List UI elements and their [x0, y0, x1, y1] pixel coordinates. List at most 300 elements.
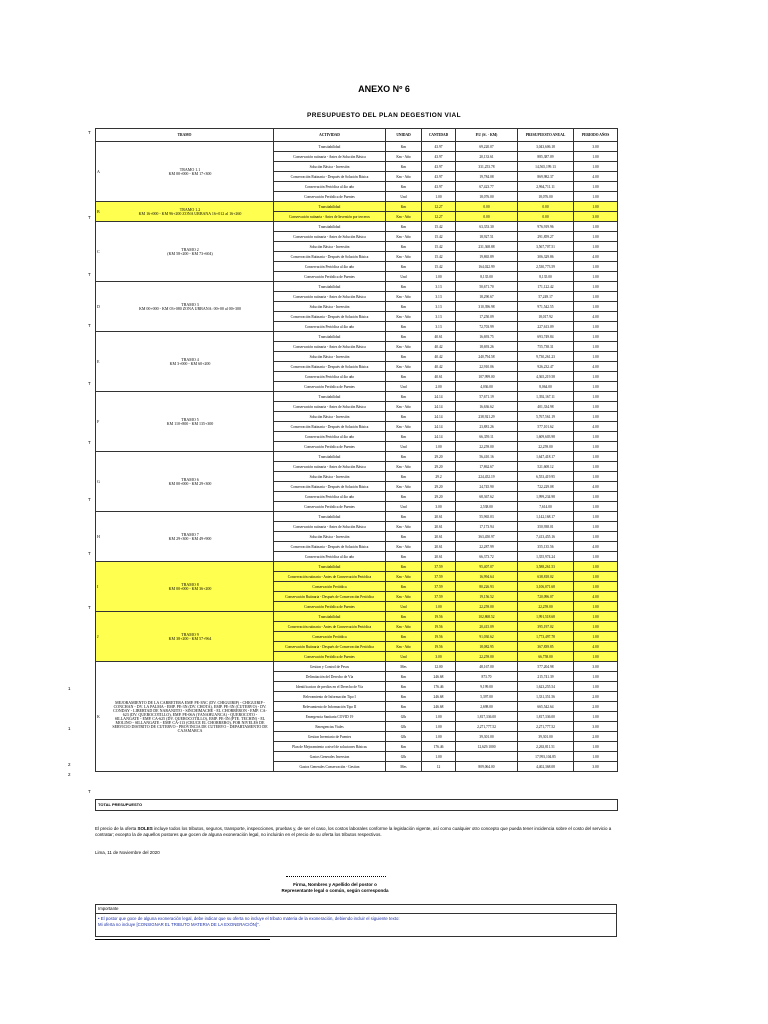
tramo-label: TRAMO 7 KM 29+300 - KM 49+900 — [168, 531, 212, 541]
period-cell: 1.00 — [574, 502, 618, 512]
activity-cell: Conservación Periódica al 4to año — [274, 492, 386, 502]
activity-cell: Delimitación del Derecho de Vía — [274, 672, 386, 682]
period-cell: 1.00 — [574, 552, 618, 562]
tramo-cell — [96, 662, 274, 772]
annual-budget-cell: 5,767,561.19 — [518, 412, 574, 422]
period-cell: 1.00 — [574, 202, 618, 212]
unit-cell: Km — [386, 352, 422, 362]
group-letter: A — [97, 168, 100, 174]
activity-cell: Emergencias Viales — [274, 722, 386, 732]
unit-cell: Km — [386, 412, 422, 422]
annual-budget-cell: 1,773,497.78 — [518, 632, 574, 642]
quantity-cell: 1.00 — [422, 712, 456, 722]
activity-cell: Conservación Rutinaria - Después de Solución Básica — [274, 482, 386, 492]
quantity-cell: 24.14 — [422, 412, 456, 422]
header-unidad: UNIDAD — [386, 129, 422, 142]
activity-cell: Conservación rutinaria - Antes de Inversión por terceros — [274, 212, 386, 222]
unit-price-cell: 19,865.89 — [456, 252, 518, 262]
activity-cell: Conservación Periódica de Puentes — [274, 272, 386, 282]
unit-cell: Km — [386, 432, 422, 442]
quantity-cell: 29.20 — [422, 462, 456, 472]
quantity-cell: 3.13 — [422, 322, 456, 332]
annual-budget-cell: 755,738.31 — [518, 342, 574, 352]
quantity-cell: 24.14 — [422, 422, 456, 432]
unit-cell: Km - Año — [386, 462, 422, 472]
period-cell: 4.00 — [574, 422, 618, 432]
unit-cell: Km — [386, 552, 422, 562]
quantity-cell: 15.42 — [422, 242, 456, 252]
annual-budget-cell: 66,758.00 — [518, 652, 574, 662]
activity-cell: Conservación Rutinaria - Después de Solución Básica — [274, 362, 386, 372]
annual-budget-cell: 926,232.47 — [518, 362, 574, 372]
unit-cell: Km — [386, 222, 422, 232]
quantity-cell: 1.00 — [422, 732, 456, 742]
annual-budget-cell: 885,387.09 — [518, 152, 574, 162]
total-row — [95, 799, 618, 811]
row-marker: T — [88, 323, 91, 328]
activity-cell: Conservación rutinaria - Antes de Solución Básica — [274, 232, 386, 242]
budget-table-body — [96, 142, 618, 772]
quantity-cell: 3.13 — [422, 302, 456, 312]
period-cell: 1.00 — [574, 442, 618, 452]
annual-budget-cell: 1,331,351.56 — [518, 692, 574, 702]
period-cell: 4.00 — [574, 592, 618, 602]
activity-cell: Conservación Periódica al 4to año — [274, 182, 386, 192]
unit-cell: Km — [386, 532, 422, 542]
unit-price-cell: 50,671.70 — [456, 282, 518, 292]
tramo-label: TRAMO 4 KM 3+000 - KM 60+200 — [169, 356, 211, 366]
unit-cell: Glb — [386, 732, 422, 742]
table-row — [96, 512, 618, 522]
quantity-cell: 20.61 — [422, 552, 456, 562]
header-cantidad: CANTIDAD — [422, 129, 456, 142]
unit-cell: Km - Año — [386, 172, 422, 182]
annual-budget-cell: 971,542.55 — [518, 302, 574, 312]
annual-budget-cell: 2,263,811.51 — [518, 742, 574, 752]
annual-budget-cell: 577,204.98 — [518, 662, 574, 672]
unit-cell: Km — [386, 202, 422, 212]
quantity-cell: 29.20 — [422, 492, 456, 502]
annual-budget-cell: 6,553,419.95 — [518, 472, 574, 482]
unit-price-cell: 18,927.51 — [456, 232, 518, 242]
table-header-row — [96, 129, 618, 142]
unit-price-cell: 231,368.88 — [456, 242, 518, 252]
unit-cell: Und — [386, 502, 422, 512]
unit-cell: Km - Año — [386, 212, 422, 222]
unit-cell: Km - Año — [386, 542, 422, 552]
period-cell: 1.00 — [574, 152, 618, 162]
activity-cell: Conservación Periódica de Puentes — [274, 192, 386, 202]
signature-line-1: Firma, Nombres y Apellido del postor o — [293, 882, 377, 887]
quantity-cell: 29.2 — [422, 472, 456, 482]
header-presupuesto: PRESUPUESTO ANUAL — [518, 129, 574, 142]
group-letter: J — [97, 633, 99, 639]
unit-price-cell: 18,076.00 — [456, 192, 518, 202]
table-row — [96, 142, 618, 152]
unit-cell: Km - Año — [386, 572, 422, 582]
quantity-cell: 246.68 — [422, 672, 456, 682]
annual-budget-cell: 521,608.12 — [518, 462, 574, 472]
unit-price-cell: 55,965.03 — [456, 512, 518, 522]
row-marker: 2 — [68, 772, 71, 777]
quantity-cell: 19.56 — [422, 632, 456, 642]
activity-cell: Conservación Rutinaria - Después de Solución Básica — [274, 172, 386, 182]
quantity-cell: 43.97 — [422, 172, 456, 182]
activity-cell: Gestion Inventario de Puentes — [274, 732, 386, 742]
unit-price-cell: 363,450.97 — [456, 532, 518, 542]
unit-price-cell: 2,698.00 — [456, 702, 518, 712]
unit-price-cell: 48,167.00 — [456, 662, 518, 672]
unit-price-cell: 91,030.62 — [456, 632, 518, 642]
tramo-label: TRAMO 9 KM 38+200 - KM 57+964 — [168, 631, 212, 641]
period-cell: 1.00 — [574, 512, 618, 522]
annual-budget-cell: 171,122.42 — [518, 282, 574, 292]
activity-cell: Transitabilidad — [274, 222, 386, 232]
document-date: Lima, 11 de Noviembre del 2020 — [95, 850, 160, 855]
unit-price-cell: 18,693.26 — [456, 342, 518, 352]
annual-budget-cell: 0.00 — [518, 202, 574, 212]
tramo-cell — [96, 562, 274, 612]
period-cell: 4.00 — [574, 362, 618, 372]
activity-cell: Gestion y Control de Pesos — [274, 662, 386, 672]
annual-budget-cell: 577,101.62 — [518, 422, 574, 432]
period-cell: 1.00 — [574, 492, 618, 502]
period-cell: 4.00 — [574, 642, 618, 652]
signature-block — [270, 882, 400, 894]
row-marker: T — [88, 215, 91, 220]
period-cell: 1.00 — [574, 162, 618, 172]
unit-cell: Glb — [386, 712, 422, 722]
quantity-cell: 246.68 — [422, 702, 456, 712]
activity-cell: Conservación rutinaria - Antes de Conservación Periódica — [274, 622, 386, 632]
unit-cell: Km — [386, 182, 422, 192]
activity-cell: Solución Básica - Inversión — [274, 162, 386, 172]
row-marker: T — [88, 789, 91, 794]
quantity-cell: 43.97 — [422, 142, 456, 152]
period-cell: 1.00 — [574, 192, 618, 202]
unit-cell: Km - Año — [386, 402, 422, 412]
annual-budget-cell: 1,999,234.98 — [518, 492, 574, 502]
unit-price-cell: 69,220.07 — [456, 142, 518, 152]
quantity-cell: 3.13 — [422, 282, 456, 292]
quantity-cell: 246.68 — [422, 692, 456, 702]
activity-cell: Transitabilidad — [274, 282, 386, 292]
annual-budget-cell: 1,355,974.24 — [518, 552, 574, 562]
unit-price-cell: 0.00 — [456, 212, 518, 222]
unit-price-cell: 17,250.09 — [456, 312, 518, 322]
activity-cell: Conservación Periódica — [274, 582, 386, 592]
unit-cell: Und — [386, 272, 422, 282]
signature-line-2: Representante legal o común, según corresponda — [281, 888, 389, 893]
annual-budget-cell: 7,614.00 — [518, 502, 574, 512]
quantity-cell: 19.56 — [422, 612, 456, 622]
activity-cell: Conservación rutinaria - Antes de Solución Básica — [274, 522, 386, 532]
unit-cell: Km - Año — [386, 342, 422, 352]
period-cell: 1.00 — [574, 342, 618, 352]
quantity-cell: 40.61 — [422, 372, 456, 382]
quantity-cell: 12 — [422, 762, 456, 772]
row-marker: T — [88, 497, 91, 502]
period-cell: 1.00 — [574, 372, 618, 382]
activity-cell: Conservación Rutinaria - Después de Solución Básica — [274, 252, 386, 262]
unit-cell: Km - Año — [386, 622, 422, 632]
period-cell: 3.00 — [574, 662, 618, 672]
table-row — [96, 662, 618, 672]
quantity-cell: 12.27 — [422, 212, 456, 222]
unit-price-cell: 20,133.61 — [456, 152, 518, 162]
table-row — [96, 612, 618, 622]
tramo-cell — [96, 202, 274, 222]
activity-cell: Conservación Rutinaria - Después de Conservación Periódica — [274, 642, 386, 652]
quantity-cell: 1.00 — [422, 752, 456, 762]
activity-cell: Plan de Mejoramiento a nivel de soluciones Básicas — [274, 742, 386, 752]
group-letter: E — [97, 358, 100, 364]
tramo-label: MEJORAMIENTO DE LA CARRETERA EMP. PE-3NC (DV. CHIGUIRIP) - CHIGUIRIP - CONCHAN - DV. LA PALMA - EMP. PE-3N (DV. CHOTA), EMP. PE-3N (CUTERVO) - DV. CONDAY - LIBERTAD DE NARANJITO - SINCHIMACHE - EL CHORRERON - EMP. CA-623 (DV. QUEROCOTILLO), EMP. PE-06A (YANAHUANCA) - QUEROCOTO - SILLANGATE - EMP. CA-625 (DV. QUEROCOTILLO), EMP. PE-3N (PTE. TECHIN) - EL MOLINO - SILLANGATE - EMP. CA-113 (CRUCE EL CHORRERO), POR NIVELES DE SERVICIO DISTRITO DE CUTERVO - PROVINCIA DE CUTERVO - DEPARTAMENTO DE CAJAMARCA — [112, 699, 268, 733]
activity-cell: Conservación Periódica — [274, 632, 386, 642]
table-row — [96, 202, 618, 212]
unit-cell: Km - Año — [386, 482, 422, 492]
table-row — [96, 222, 618, 232]
annual-budget-cell: 1,623,255.54 — [518, 682, 574, 692]
quantity-cell: 19.56 — [422, 642, 456, 652]
unit-price-cell: 16,636.62 — [456, 402, 518, 412]
important-body — [95, 914, 617, 937]
unit-price-cell: 310,396.98 — [456, 302, 518, 312]
activity-cell: Relevamiento de Información Tipo I — [274, 692, 386, 702]
unit-price-cell: 8,135.00 — [456, 272, 518, 282]
annual-budget-cell: 0.00 — [518, 212, 574, 222]
period-cell: 4.00 — [574, 172, 618, 182]
unit-cell: Glb — [386, 752, 422, 762]
unit-cell: Km - Año — [386, 252, 422, 262]
activity-cell: Gastos Generales Inversion — [274, 752, 386, 762]
quantity-cell: 40.61 — [422, 332, 456, 342]
unit-cell: Und — [386, 652, 422, 662]
period-cell: 1.00 — [574, 742, 618, 752]
quantity-cell: 43.97 — [422, 162, 456, 172]
unit-price-cell: 24,745.90 — [456, 482, 518, 492]
header-periodo: PERIODO AÑOS — [574, 129, 618, 142]
activity-cell: Conservación Rutinaria - Después de Conservación Periódica — [274, 592, 386, 602]
period-cell: 1.00 — [574, 682, 618, 692]
activity-cell: Conservación Periódica de Puentes — [274, 502, 386, 512]
unit-cell: Km - Año — [386, 362, 422, 372]
price-note-post: incluye todos los tributos, seguros, transporte, inspecciones, pruebas y, de ser el caso, los costos laborales conforme la legislación vigente, así como cualquier otro concepto que pueda tener incidencia sobre el costo del servicio a contratar; excepto la de aquellos postores que gocen de alguna exoneración legal, no incluirán en el precio de su oferta los tributos respectivos. — [95, 826, 612, 837]
unit-price-cell: 16,693.75 — [456, 332, 518, 342]
unit-cell: Mes — [386, 762, 422, 772]
activity-cell: Transitabilidad — [274, 452, 386, 462]
activity-cell: Conservación Periódica al 4to año — [274, 372, 386, 382]
tramo-label: TRAMO 2 (KM 58+200 - KM 73+604) — [167, 246, 213, 256]
annual-budget-cell: 18,076.00 — [518, 192, 574, 202]
period-cell: 4.00 — [574, 252, 618, 262]
unit-cell: Km - Año — [386, 312, 422, 322]
important-label: Importante — [95, 904, 617, 914]
unit-price-cell: 19,156.52 — [456, 592, 518, 602]
period-cell: 1.00 — [574, 602, 618, 612]
quantity-cell: 19.56 — [422, 622, 456, 632]
unit-cell: Km - Año — [386, 292, 422, 302]
annual-budget-cell: 1,392,167.11 — [518, 392, 574, 402]
annual-budget-cell: 2,530,773.59 — [518, 262, 574, 272]
price-note — [95, 826, 620, 838]
quantity-cell: 15.42 — [422, 222, 456, 232]
period-cell: 1.00 — [574, 382, 618, 392]
unit-cell: Km — [386, 332, 422, 342]
unit-price-cell: 22,259.00 — [456, 442, 518, 452]
unit-cell: Und — [386, 442, 422, 452]
tramo-label: TRAMO 1.2 KM 16+000 - KM 96+200 ZONA URBANA 16+012 al 16+260 — [138, 206, 242, 216]
unit-price-cell: 102,868.52 — [456, 612, 518, 622]
quantity-cell: 37.59 — [422, 592, 456, 602]
unit-cell: Km — [386, 562, 422, 572]
period-cell: 1.00 — [574, 322, 618, 332]
group-letter: B — [97, 208, 100, 214]
unit-cell: Mes — [386, 662, 422, 672]
quantity-cell: 3.13 — [422, 292, 456, 302]
period-cell: 1.00 — [574, 652, 618, 662]
activity-cell: Identificacion de predios en el Derecho de Vía — [274, 682, 386, 692]
unit-cell: Km - Año — [386, 642, 422, 652]
activity-cell: Conservación rutinaria - Antes de Solución Básica — [274, 462, 386, 472]
period-cell: 1.00 — [574, 232, 618, 242]
activity-cell: Transitabilidad — [274, 512, 386, 522]
activity-cell: Conservación Periódica al 4to año — [274, 552, 386, 562]
period-cell: 1.00 — [574, 572, 618, 582]
quantity-cell: 2.00 — [422, 382, 456, 392]
group-letter: K — [97, 713, 100, 719]
quantity-cell: 15.42 — [422, 252, 456, 262]
period-cell: 1.00 — [574, 562, 618, 572]
unit-cell: Km — [386, 322, 422, 332]
activity-cell: Solución Básica - Inversión — [274, 472, 386, 482]
unit-cell: Km — [386, 492, 422, 502]
period-cell: 3.00 — [574, 212, 618, 222]
quantity-cell: 37.59 — [422, 562, 456, 572]
period-cell: 1.00 — [574, 332, 618, 342]
quantity-cell: 37.59 — [422, 572, 456, 582]
tramo-cell — [96, 612, 274, 662]
period-cell: 1.00 — [574, 262, 618, 272]
annual-budget-cell: 1,817,336.00 — [518, 712, 574, 722]
unit-price-cell: 0.00 — [456, 202, 518, 212]
group-letter: D — [97, 303, 100, 309]
group-letter: I — [97, 583, 99, 589]
activity-cell: Solución Básica - Inversión — [274, 242, 386, 252]
unit-cell: Km — [386, 472, 422, 482]
activity-cell: Conservación Periódica al 4to año — [274, 322, 386, 332]
row-marker: T — [88, 605, 91, 610]
activity-cell: Transitabilidad — [274, 202, 386, 212]
period-cell: 1.00 — [574, 352, 618, 362]
period-cell: 1.00 — [574, 612, 618, 622]
activity-cell: Conservación rutinaria - Antes de Solución Básica — [274, 292, 386, 302]
unit-cell: Km — [386, 392, 422, 402]
annual-budget-cell: 1,609,603.98 — [518, 432, 574, 442]
unit-price-cell: 56,410.16 — [456, 452, 518, 462]
period-cell: 1.00 — [574, 632, 618, 642]
quantity-cell: 3.00 — [422, 652, 456, 662]
unit-price-cell: 240,794.58 — [456, 352, 518, 362]
quantity-cell: 3.13 — [422, 312, 456, 322]
period-cell: 3.00 — [574, 142, 618, 152]
annual-budget-cell: 57,249.17 — [518, 292, 574, 302]
unit-price-cell: 1,817,336.00 — [456, 712, 518, 722]
table-row — [96, 332, 618, 342]
unit-cell: Km — [386, 742, 422, 752]
unit-cell: Km — [386, 302, 422, 312]
activity-cell: Conservación Periódica de Puentes — [274, 602, 386, 612]
unit-cell: Km — [386, 262, 422, 272]
unit-price-cell: 57,671.19 — [456, 392, 518, 402]
tramo-cell — [96, 392, 274, 452]
annual-budget-cell: 7,413,455.16 — [518, 532, 574, 542]
annual-budget-cell: 355,135.56 — [518, 542, 574, 552]
quantity-cell: 176.46 — [422, 682, 456, 692]
unit-cell: Km — [386, 682, 422, 692]
activity-cell: Transitabilidad — [274, 562, 386, 572]
period-cell: 1.00 — [574, 412, 618, 422]
period-cell: 1.00 — [574, 272, 618, 282]
annual-budget-cell: 638,818.02 — [518, 572, 574, 582]
period-cell: 1.00 — [574, 402, 618, 412]
row-marker: T — [88, 381, 91, 386]
unit-price-cell: 4,036.00 — [456, 382, 518, 392]
unit-cell: Km — [386, 582, 422, 592]
quantity-cell: 40.42 — [422, 362, 456, 372]
tramo-cell — [96, 512, 274, 562]
quantity-cell: 1.00 — [422, 192, 456, 202]
tramo-cell — [96, 452, 274, 512]
activity-cell: Conservación Rutinaria - Después de Solución Básica — [274, 422, 386, 432]
group-letter: H — [97, 533, 100, 539]
annual-budget-cell: 3,106,071.68 — [518, 582, 574, 592]
unit-price-cell: 66,359.11 — [456, 432, 518, 442]
row-marker: T — [88, 272, 91, 277]
unit-cell: Km — [386, 142, 422, 152]
annual-budget-cell: 8,064.00 — [518, 382, 574, 392]
page-subtitle: PRESUPUESTO DEL PLAN DEGESTION VIAL — [307, 112, 461, 119]
row-marker: 1 — [68, 686, 71, 691]
unit-price-cell: 17,173.94 — [456, 522, 518, 532]
unit-cell: Und — [386, 192, 422, 202]
unit-cell: Km — [386, 632, 422, 642]
table-row — [96, 562, 618, 572]
period-cell: 1.00 — [574, 622, 618, 632]
annual-budget-cell: 1,991,518.68 — [518, 612, 574, 622]
period-cell: 1.00 — [574, 672, 618, 682]
annual-budget-cell: 976,919.96 — [518, 222, 574, 232]
annual-budget-cell: 291,859.27 — [518, 232, 574, 242]
period-cell: 4.00 — [574, 542, 618, 552]
activity-cell: Conservación Periódica de Puentes — [274, 442, 386, 452]
period-cell: 2.00 — [574, 702, 618, 712]
quantity-cell: 20.61 — [422, 542, 456, 552]
annual-budget-cell: 14,565,199.13 — [518, 162, 574, 172]
activity-cell: Transitabilidad — [274, 142, 386, 152]
annual-budget-cell: 2,271,777.52 — [518, 722, 574, 732]
unit-price-cell: 18,082.95 — [456, 642, 518, 652]
unit-price-cell — [456, 752, 518, 762]
activity-cell: Conservación Periódica de Puentes — [274, 382, 386, 392]
annual-budget-cell: 401,334.98 — [518, 402, 574, 412]
period-cell: 1.00 — [574, 392, 618, 402]
annual-budget-cell: 3,567,707.51 — [518, 242, 574, 252]
quantity-cell: 1.00 — [422, 272, 456, 282]
unit-price-cell: 68,367.62 — [456, 492, 518, 502]
period-cell: 1.00 — [574, 182, 618, 192]
unit-cell: Km - Año — [386, 592, 422, 602]
